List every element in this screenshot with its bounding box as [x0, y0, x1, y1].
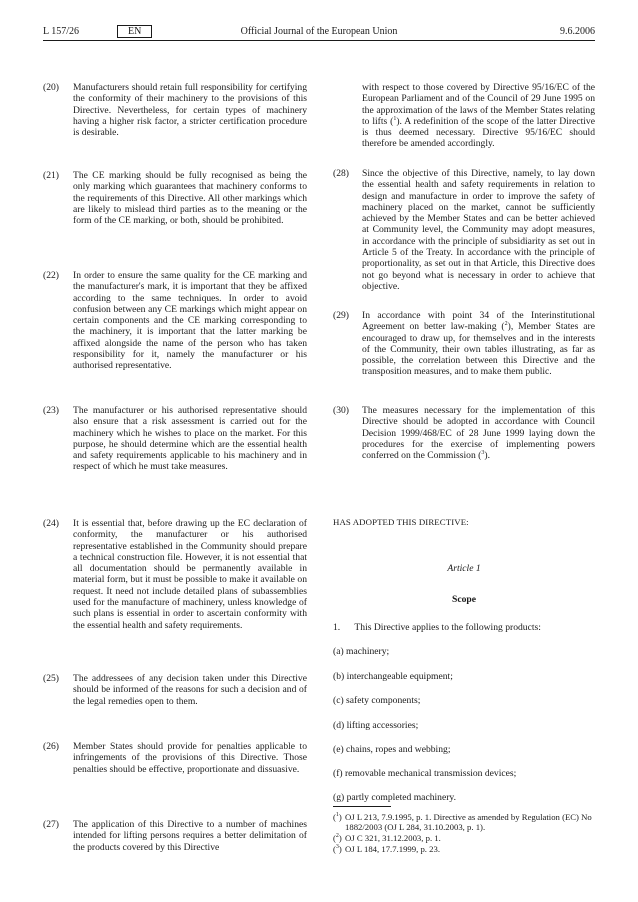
recital-number: (21)	[43, 170, 59, 181]
recital-number: (25)	[43, 673, 59, 684]
scope-item: (f) removable mechanical transmission devices;	[333, 768, 517, 779]
footnote-text: OJ L 184, 17.7.1999, p. 23.	[345, 844, 440, 854]
scope-item: (d) lifting accessories;	[333, 720, 419, 731]
recital-text: The CE marking should be fully recognised as being the only marking which guarantees that machinery conforms to the requirements of this Directive. All other markings which are likely to mislead third parties as to the meaning or the form of the CE marking, or both, should be prohibited.	[73, 170, 307, 227]
recital-text: In order to ensure the same quality for the CE marking and the manufacturer's mark, it is important that they be affixed according to the same techniques. In order to avoid confusion between any CE markings which might appear on certain components and the CE marking corresponding to the machinery, it is important that the latter marking be affixed alongside the name of the person who has taken responsibility for it, namely the manufacturer or his authorised representative.	[73, 270, 307, 372]
recital-number: (26)	[43, 741, 59, 752]
scope-item: (a) machinery;	[333, 646, 390, 657]
scope-item: (e) chains, ropes and webbing;	[333, 744, 451, 755]
language-badge: EN	[117, 25, 152, 38]
recital-text: The manufacturer or his authorised representative should also ensure that a risk assessment is carried out for the machinery which he wishes to place on the market. For this purpose, he should determine which are the essential health and safety requirements applicable to his machinery and in respect of which he must take measures.	[73, 405, 307, 473]
recital-number: (22)	[43, 270, 59, 281]
scope-item: (g) partly completed machinery.	[333, 792, 456, 803]
footnote-ref: 1	[393, 115, 397, 122]
journal-title: Official Journal of the European Union	[240, 26, 398, 37]
adoption-statement: HAS ADOPTED THIS DIRECTIVE:	[333, 517, 469, 527]
page-reference: L 157/26	[43, 26, 80, 37]
recital-number: (27)	[43, 819, 59, 830]
scope-item: (c) safety components;	[333, 695, 421, 706]
footnote-text: OJ C 321, 31.12.2003, p. 1.	[345, 833, 441, 843]
recital-number: (20)	[43, 82, 59, 93]
recital-text: In accordance with point 34 of the Interinstitutional Agreement on better law-making ($^2$), Member States are encouraged to draw up, for themselves and in the interests of the Community, their own tables illustrating, as far as possible, the correlation between this Directive and the transposition measures, and to make them public.	[362, 310, 596, 378]
article-heading: Article 1	[447, 563, 481, 574]
scope-item: (b) interchangeable equipment;	[333, 671, 453, 682]
recital-number: (30)	[333, 405, 349, 416]
recital-number: (29)	[333, 310, 349, 321]
recital-number: (28)	[333, 168, 349, 179]
recital-text: The application of this Directive to a number of machines intended for lifting persons requires a better delimitation of the products covered by this Directive	[73, 819, 307, 853]
publication-date: 9.6.2006	[560, 26, 595, 37]
footnote-text: OJ L 213, 7.9.1995, p. 1. Directive as amended by Regulation (EC) No 1882/2003 (OJ L 284, 31.10.2003, p. 1).	[345, 812, 592, 833]
article-point: 1. This Directive applies to the following products:	[333, 622, 541, 633]
recital-text: Member States should provide for penalties applicable to infringements of the provisions of this Directive. Those penalties should be effective, proportionate and dissuasive.	[73, 741, 307, 775]
recital-text: It is essential that, before drawing up the EC declaration of conformity, the manufacturer or his authorised representative established in the Community should prepare a technical construction file. However, it is not essential that all documentation should be permanently available in material form, but it must be possible to make it available on request. It need not include detailed plans of subassemblies used for the manufacture of machinery, unless knowledge of such plans is essential in order to ascertain conformity with the essential health and safety requirements.	[73, 518, 307, 631]
recital-text: The measures necessary for the implementation of this Directive should be adopted in accordance with Council Decision 1999/468/EC of 28 June 1999 laying down the procedures for the exercise of implementing powers conferred on the Commission ($^3$).	[362, 405, 595, 462]
recital-27-continuation: with respect to those covered by Directive 95/16/EC of the European Parliament and of the Council of 29 June 1995 on the approximation of the laws of the Member States relating to lifts ($^1$). A redefinition of the scope of the latter Directive is thus deemed necessary. Directive 95/16/EC should therefore be amended accordingly.	[362, 82, 595, 150]
footnote-divider	[333, 806, 391, 807]
footnote-ref: 3	[481, 450, 485, 456]
article-title: Scope	[452, 594, 476, 605]
recital-text: The addressees of any decision taken under this Directive should be informed of the reasons for such a decision and of the legal remedies open to them.	[73, 673, 307, 707]
recital-number: (23)	[43, 405, 59, 416]
recital-number: (24)	[43, 518, 59, 529]
recital-text: Since the objective of this Directive, namely, to lay down the essential health and safety requirements in relation to design and manufacture in order to improve the safety of machinery placed on the market, cannot be sufficiently achieved by the Member States and can be better achieved at Community level, the Community may adopt measures, in accordance with the principle of subsidiarity as set out in Article 5 of the Treaty. In accordance with the principle of proportionality, as set out in that Article, this Directive does not go beyond what is necessary in order to achieve that objective.	[362, 168, 595, 292]
recital-text: Manufacturers should retain full responsibility for certifying the conformity of their machinery to the provisions of this Directive. Nevertheless, for certain types of machinery having a higher risk factor, a stricter certification procedure is desirable.	[73, 82, 307, 139]
footnote-ref: 2	[504, 321, 508, 328]
page-header	[43, 26, 595, 41]
